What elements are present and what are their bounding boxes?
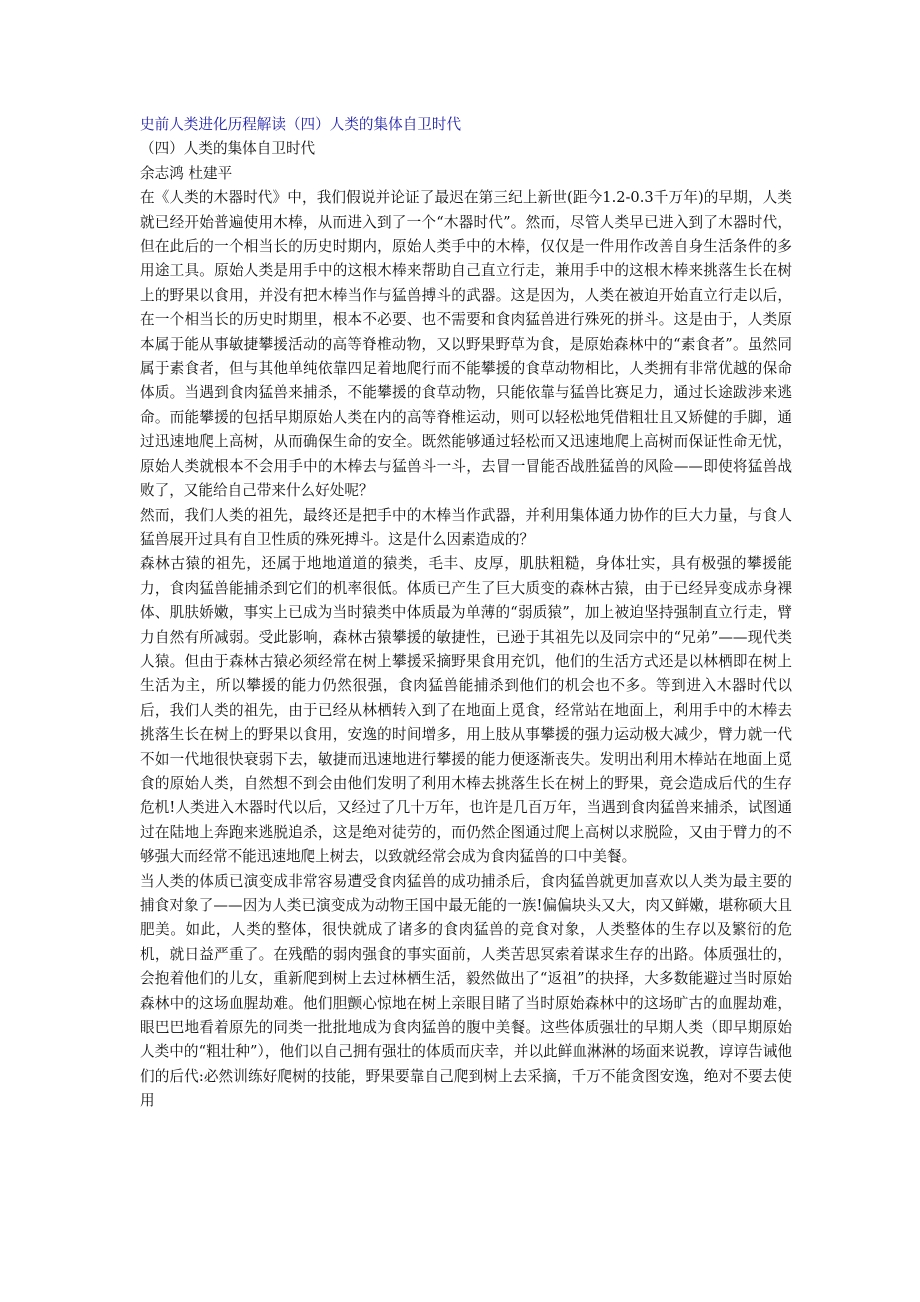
document-subtitle: （四）人类的集体自卫时代 — [140, 140, 316, 158]
document-body — [140, 113, 792, 1114]
document-authors: 余志鸿 杜建平 — [140, 164, 233, 182]
paragraph: 在《人类的木器时代》中，我们假说并论证了最迟在第三纪上新世(距今1.2-0.3千万年)的早期，人类就已经开始普遍使用木棒，从而进入到了一个“木器时代”。然而，尽管人类早已进入到了木器时代，但在此后的一个相当长的历史时期内，原始人类手中的木棒，仅仅是一件用作改善自身生活条件的多用途工具。原始人类是用手中的这根木棒来帮助自己直立行走，兼用手中的这根木棒来挑落生长在树上的野果以食用，并没有把木棒当作与猛兽搏斗的武器。这是因为，人类在被迫开始直立行走以后，在一个相当长的历史时期里，根本不必要、也不需要和食肉猛兽进行殊死的拼斗。这是由于，人类原本属于能从事敏捷攀援活动的高等脊椎动物，又以野果野草为食，是原始森林中的“素食者”。虽然同属于素食者，但与其他单纯依靠四足着地爬行而不能攀援的食草动物相比，人类拥有非常优越的保命体质。当遇到食肉猛兽来捕杀，不能攀援的食草动物，只能依靠与猛兽比赛足力，通过长途跋涉来逃命。而能攀援的包括早期原始人类在内的高等脊椎运动，则可以轻松地凭借粗壮且又矫健的手脚，通过迅速地爬上高树，从而确保生命的安全。既然能够通过轻松而又迅速地爬上高树而保证性命无忧，原始人类就根本不会用手中的木棒去与猛兽斗一斗，去冒一冒能否战胜猛兽的风险——即使将猛兽战败了，又能给自己带来什么好处呢？ — [140, 189, 792, 500]
paragraph: 当人类的体质已演变成非常容易遭受食肉猛兽的成功捕杀后，食肉猛兽就更加喜欢以人类为最主要的捕食对象了——因为人类已演变成为动物王国中最无能的一族!偏偏块头又大，肉又鲜嫩，堪称硕大且肥美。如此，人类的整体，很快就成了诸多的食肉猛兽的竞食对象，人类整体的生存以及繁衍的危机，就日益严重了。在残酷的弱肉强食的事实面前，人类苦思冥索着谋求生存的出路。体质强壮的，会抱着他们的儿女，重新爬到树上去过林栖生活，毅然做出了“返祖”的抉择，大多数能避过当时原始森林中的这场血腥劫难。他们胆颤心惊地在树上亲眼目睹了当时原始森林中的这场旷古的血腥劫难，眼巴巴地看着原先的同类一批批地成为食肉猛兽的腹中美餐。这些体质强壮的早期人类（即早期原始人类中的“粗壮种”），他们以自己拥有强壮的体质而庆幸，并以此鲜血淋淋的场面来说教，谆谆告诫他们的后代:必然训练好爬树的技能，野果要靠自己爬到树上去采摘，千万不能贪图安逸，绝对不要去使用 — [140, 872, 792, 1110]
paragraph: 森林古猿的祖先，还属于地地道道的猿类，毛丰、皮厚，肌肤粗糙，身体壮实，具有极强的攀援能力，食肉猛兽能捕杀到它们的机率很低。体质已产生了巨大质变的森林古猿，由于已经异变成赤身裸体、肌肤娇嫩，事实上已成为当时猿类中体质最为单薄的“弱质猿”，加上被迫坚持强制直立行走，臂力自然有所减弱。受此影响，森林古猿攀援的敏捷性，已逊于其祖先以及同宗中的“兄弟”——现代类人猿。但由于森林古猿必须经常在树上攀援采摘野果食用充饥，他们的生活方式还是以林栖即在树上生活为主，所以攀援的能力仍然很强，食肉猛兽能捕杀到他们的机会也不多。等到进入木器时代以后，我们人类的祖先，由于已经从林栖转入到了在地面上觅食，经常站在地面上，利用手中的木棒去挑落生长在树上的野果以食用，安逸的时间增多，用上肢从事攀援的强力运动极大减少，臂力就一代不如一代地很快衰弱下去，敏捷而迅速地进行攀援的能力便逐渐丧失。发明出利用木棒站在地面上觅食的原始人类，自然想不到会由他们发明了利用木棒去挑落生长在树上的野果，竟会造成后代的生存危机!人类进入木器时代以后，又经过了几十万年，也许是几百万年，当遇到食肉猛兽来捕杀，试图通过在陆地上奔跑来逃脱追杀，这是绝对徒劳的，而仍然企图通过爬上高树以求脱险，又由于臂力的不够强大而经常不能迅速地爬上树去，以致就经常会成为食肉猛兽的口中美餐。 — [140, 555, 792, 866]
document-title: 史前人类进化历程解读（四）人类的集体自卫时代 — [140, 116, 462, 133]
paragraph: 然而，我们人类的祖先，最终还是把手中的木棒当作武器，并利用集体通力协作的巨大力量，与食人猛兽展开过具有自卫性质的殊死搏斗。这是什么因素造成的？ — [140, 506, 792, 548]
